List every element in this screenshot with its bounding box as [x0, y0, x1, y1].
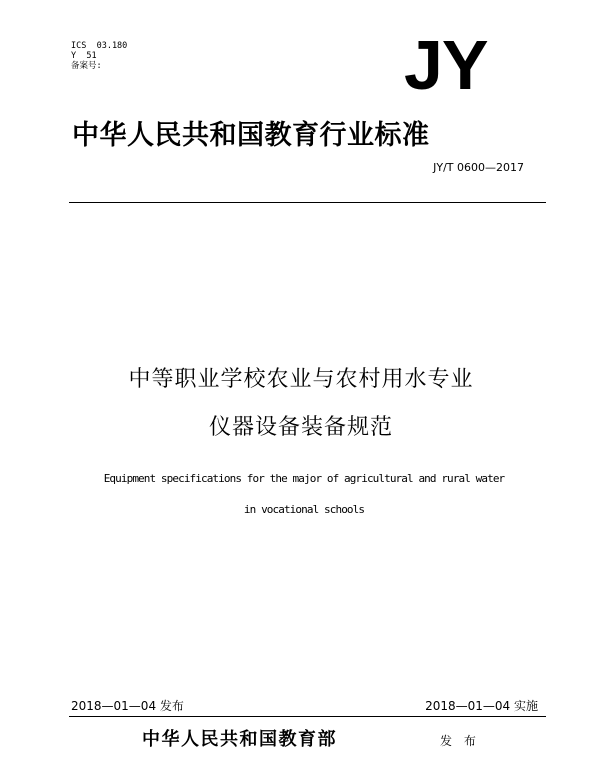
- issue-date: 2018—01—04 发布: [71, 699, 184, 713]
- document-title-cn-line1: 中等职业学校农业与农村用水专业: [128, 367, 474, 392]
- document-title-en-line1: Equipment specifications for the major of agricultural and rural water: [103, 472, 505, 485]
- jy-logo: JY: [404, 26, 488, 104]
- publisher-name: 中华人民共和国教育部: [142, 729, 337, 750]
- publish-label: 发 布: [440, 734, 480, 748]
- top-divider: [69, 202, 546, 203]
- document-title-en-line2: in vocational schools: [243, 503, 365, 516]
- implementation-date: 2018—01—04 实施: [425, 699, 538, 713]
- standard-number: JY/T 0600—2017: [433, 161, 524, 174]
- classification-block: [71, 41, 127, 71]
- standard-title: 中华人民共和国教育行业标准: [72, 120, 430, 151]
- bottom-divider: [69, 716, 546, 717]
- filing-number-label: 备案号:: [71, 61, 102, 71]
- classification-code: Y 51: [71, 51, 97, 61]
- ics-code: ICS 03.180: [71, 41, 128, 51]
- document-title-cn-line2: 仪器设备装备规范: [208, 415, 393, 440]
